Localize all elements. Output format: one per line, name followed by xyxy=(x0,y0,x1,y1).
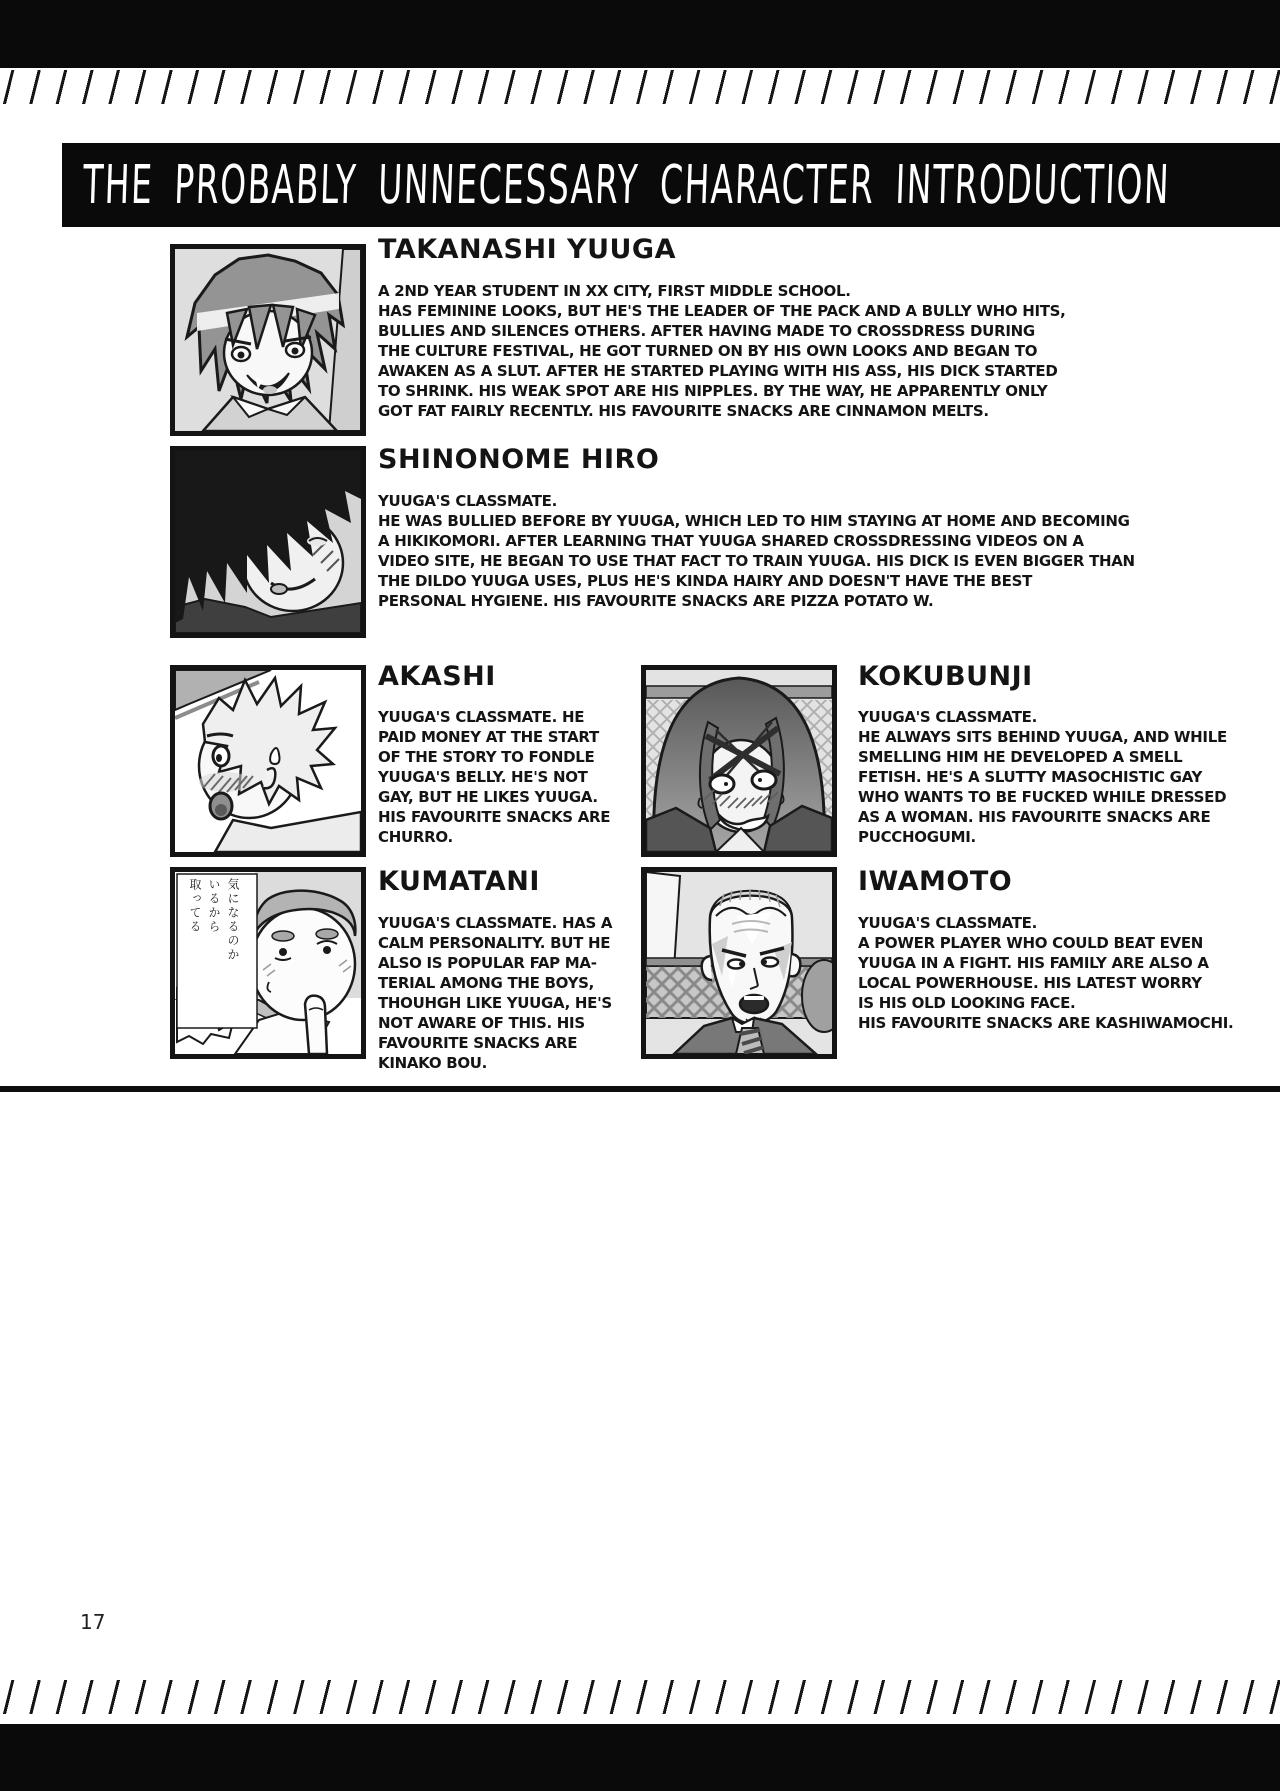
text-line: FAVOURITE SNACKS ARE xyxy=(378,1034,578,1052)
top-black-bar xyxy=(0,0,1280,68)
text-line: A 2ND YEAR STUDENT IN XX CITY, FIRST MIDDLE SCHOOL. xyxy=(378,282,851,300)
shinonome-hiro-portrait-art xyxy=(175,451,361,633)
text-line: HIS FAVOURITE SNACKS ARE xyxy=(378,808,611,826)
text-line: ALSO IS POPULAR FAP MA- xyxy=(378,954,597,972)
text-line: IS HIS OLD LOOKING FACE. xyxy=(858,994,1076,1012)
akashi-portrait-art xyxy=(175,670,361,852)
text-line: AWAKEN AS A SLUT. AFTER HE STARTED PLAYING WITH HIS ASS, HIS DICK STARTED xyxy=(378,362,1058,380)
takanashi-yuuga-portrait-art xyxy=(175,249,361,431)
text-line: PERSONAL HYGIENE. HIS FAVOURITE SNACKS ARE PIZZA POTATO W. xyxy=(378,592,934,610)
char-name-kumatani: KUMATANI xyxy=(378,866,540,897)
text-line: YUUGA'S CLASSMATE. xyxy=(378,492,558,510)
text-line: A POWER PLAYER WHO COULD BEAT EVEN xyxy=(858,934,1204,952)
text-line: KINAKO BOU. xyxy=(378,1054,488,1072)
section-divider-rule xyxy=(0,1086,1280,1092)
text-line: SMELLING HIM HE DEVELOPED A SMELL xyxy=(858,748,1183,766)
text-line: いるから xyxy=(207,878,221,934)
text-line: YUUGA'S CLASSMATE. HE xyxy=(378,708,585,726)
text-line: TO SHRINK. HIS WEAK SPOT ARE HIS NIPPLES. BY THE WAY, HE APPARENTLY ONLY xyxy=(378,382,1048,400)
text-line: VIDEO SITE, HE BEGAN TO USE THAT FACT TO TRAIN YUUGA. HIS DICK IS EVEN BIGGER THAN xyxy=(378,552,1135,570)
text-line: YUUGA'S CLASSMATE. xyxy=(858,708,1038,726)
char-name-akashi: AKASHI xyxy=(378,661,496,692)
text-line: LOCAL POWERHOUSE. HIS LATEST WORRY xyxy=(858,974,1202,992)
page-number: 17 xyxy=(80,1610,106,1634)
text-line: CALM PERSONALITY. BUT HE xyxy=(378,934,611,952)
akashi-portrait xyxy=(170,665,366,857)
kumatani-portrait-caption xyxy=(185,878,242,1028)
text-line: THOUHGH LIKE YUUGA, HE'S xyxy=(378,994,612,1012)
title-banner xyxy=(62,143,1280,227)
char-desc-iwamoto xyxy=(858,913,1233,1033)
char-desc-shinonome-hiro xyxy=(378,491,1135,611)
text-line: THE CULTURE FESTIVAL, HE GOT TURNED ON BY HIS OWN LOOKS AND BEGAN TO xyxy=(378,342,1038,360)
text-line: GOT FAT FAIRLY RECENTLY. HIS FAVOURITE SNACKS ARE CINNAMON MELTS. xyxy=(378,402,989,420)
char-desc-kumatani xyxy=(378,913,612,1073)
text-line: YUUGA IN A FIGHT. HIS FAMILY ARE ALSO A xyxy=(858,954,1209,972)
text-line: NOT AWARE OF THIS. HIS xyxy=(378,1014,585,1032)
bottom-slash-band xyxy=(0,1680,1280,1714)
text-line: YUUGA'S CLASSMATE. HAS A xyxy=(378,914,613,932)
text-line: A HIKIKOMORI. AFTER LEARNING THAT YUUGA SHARED CROSSDRESSING VIDEOS ON A xyxy=(378,532,1084,550)
char-desc-takanashi-yuuga xyxy=(378,281,1066,421)
char-name-takanashi-yuuga: TAKANASHI YUUGA xyxy=(378,234,676,265)
text-line: TERIAL AMONG THE BOYS, xyxy=(378,974,595,992)
kumatani-portrait xyxy=(170,867,366,1059)
char-name-kokubunji: KOKUBUNJI xyxy=(858,661,1033,692)
text-line: WHO WANTS TO BE FUCKED WHILE DRESSED xyxy=(858,788,1227,806)
text-line: CHURRO. xyxy=(378,828,453,846)
iwamoto-portrait-art xyxy=(646,872,832,1054)
char-name-shinonome-hiro: SHINONOME HIRO xyxy=(378,444,660,475)
text-line: BULLIES AND SILENCES OTHERS. AFTER HAVING MADE TO CROSSDRESS DURING xyxy=(378,322,1035,340)
text-line: GAY, BUT HE LIKES YUUGA. xyxy=(378,788,598,806)
text-line: 気になるのか xyxy=(226,878,240,962)
page-title: THE PROBABLY UNNECESSARY CHARACTER INTRODUCTION xyxy=(82,152,1172,216)
text-line: 取ってる xyxy=(188,878,202,934)
text-line: HAS FEMININE LOOKS, BUT HE'S THE LEADER OF THE PACK AND A BULLY WHO HITS, xyxy=(378,302,1066,320)
text-line: FETISH. HE'S A SLUTTY MASOCHISTIC GAY xyxy=(858,768,1203,786)
takanashi-yuuga-portrait xyxy=(170,244,366,436)
text-line: HE ALWAYS SITS BEHIND YUUGA, AND WHILE xyxy=(858,728,1227,746)
char-desc-kokubunji xyxy=(858,707,1227,847)
text-line: YUUGA'S BELLY. HE'S NOT xyxy=(378,768,588,786)
text-line: PUCCHOGUMI. xyxy=(858,828,976,846)
text-line: OF THE STORY TO FONDLE xyxy=(378,748,595,766)
shinonome-hiro-portrait xyxy=(170,446,366,638)
char-name-iwamoto: IWAMOTO xyxy=(858,866,1013,897)
kokubunji-portrait xyxy=(641,665,837,857)
iwamoto-portrait xyxy=(641,867,837,1059)
top-slash-band xyxy=(0,70,1280,104)
char-desc-akashi xyxy=(378,707,610,847)
text-line: AS A WOMAN. HIS FAVOURITE SNACKS ARE xyxy=(858,808,1211,826)
kokubunji-portrait-art xyxy=(646,670,832,852)
bottom-black-bar xyxy=(0,1724,1280,1791)
text-line: HIS FAVOURITE SNACKS ARE KASHIWAMOCHI. xyxy=(858,1014,1234,1032)
text-line: YUUGA'S CLASSMATE. xyxy=(858,914,1038,932)
text-line: PAID MONEY AT THE START xyxy=(378,728,599,746)
text-line: THE DILDO YUUGA USES, PLUS HE'S KINDA HAIRY AND DOESN'T HAVE THE BEST xyxy=(378,572,1033,590)
text-line: HE WAS BULLIED BEFORE BY YUUGA, WHICH LED TO HIM STAYING AT HOME AND BECOMING xyxy=(378,512,1130,530)
